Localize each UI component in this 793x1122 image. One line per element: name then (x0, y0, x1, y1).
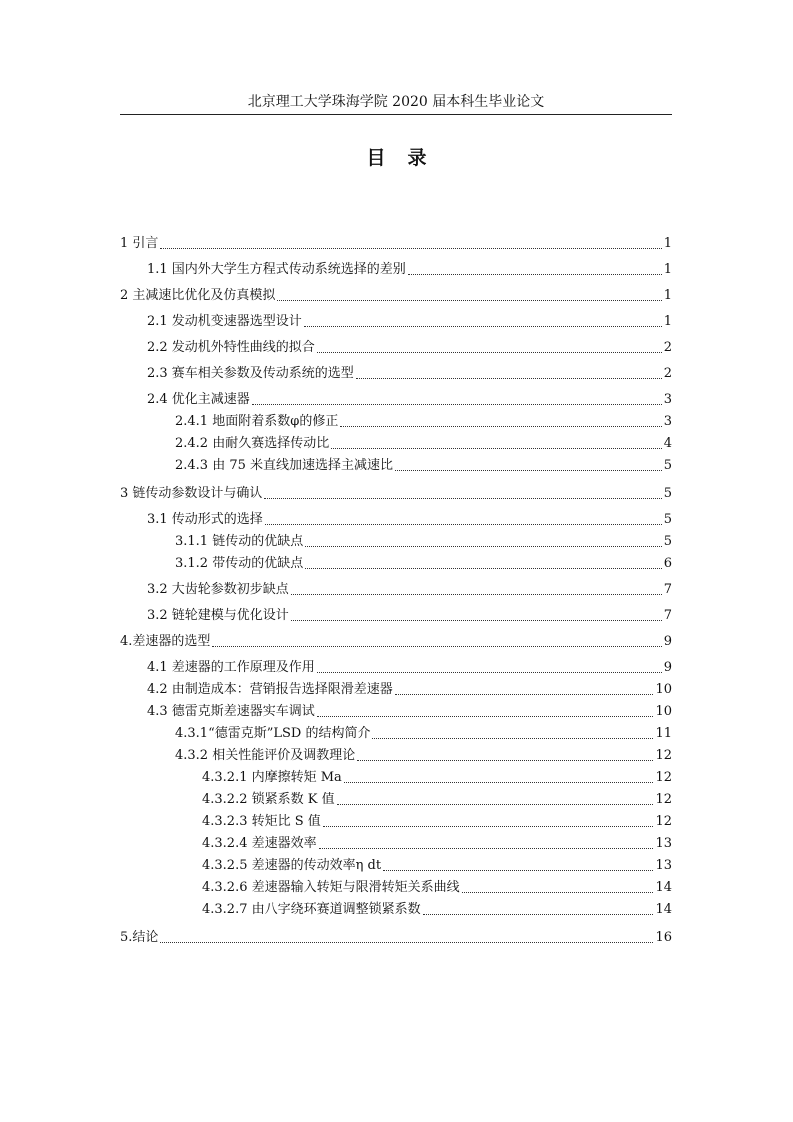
toc-entry[interactable] (120, 810, 672, 830)
toc-leader-dots (319, 848, 654, 849)
toc-entry-page: 4 (663, 436, 672, 451)
toc-entry-label: 4.3.2 相关性能评价及调教理论 (175, 748, 356, 763)
toc-entry-label: 3.1 传动形式的选择 (147, 512, 263, 527)
toc-leader-dots (395, 694, 654, 695)
toc-entry-page: 3 (663, 392, 672, 407)
toc-leader-dots (462, 892, 654, 893)
toc-leader-dots (356, 378, 662, 379)
toc-entry-label: 4.3.1“德雷克斯”LSD 的结构简介 (175, 726, 371, 741)
toc-entry[interactable] (120, 482, 672, 502)
toc-entry-page: 5 (663, 486, 672, 501)
toc-entry[interactable] (120, 410, 672, 430)
toc-entry-label: 4.3.2.5 差速器的传动效率η dt (202, 858, 382, 873)
toc-entry-page: 7 (663, 582, 672, 597)
toc-entry-page: 5 (663, 534, 672, 549)
toc-entry[interactable] (120, 898, 672, 918)
toc-entry-label: 4.3.2.7 由八字绕环赛道调整锁紧系数 (202, 902, 421, 917)
toc-leader-dots (372, 738, 653, 739)
toc-entry-label: 1.1 国内外大学生方程式传动系统选择的差别 (147, 262, 406, 277)
toc-entry-label: 4.3.2.2 锁紧系数 K 值 (202, 792, 335, 807)
toc-entry-page: 10 (655, 704, 672, 719)
toc-entry[interactable] (120, 854, 672, 874)
toc-leader-dots (317, 716, 654, 717)
toc-entry[interactable] (120, 336, 672, 356)
toc-leader-dots (331, 448, 662, 449)
toc-entry-page: 3 (663, 414, 672, 429)
toc-entry-page: 6 (663, 556, 672, 571)
toc-entry-page: 14 (655, 880, 672, 895)
toc-entry-label: 4.3.2.6 差速器输入转矩与限滑转矩关系曲线 (202, 880, 460, 895)
toc-entry[interactable] (120, 578, 672, 598)
toc-entry-label: 4.3.2.3 转矩比 S 值 (202, 814, 321, 829)
running-header: 北京理工大学珠海学院 2020 届本科生毕业论文 (247, 94, 545, 110)
toc-entry-label: 4.2 由制造成本：营销报告选择限滑差速器 (147, 682, 393, 697)
toc-leader-dots (305, 568, 662, 569)
toc-entry-page: 12 (655, 792, 672, 807)
toc-leader-dots (264, 498, 661, 499)
toc-entry-page: 5 (663, 512, 672, 527)
toc-entry-label: 4.3.2.4 差速器效率 (202, 836, 317, 851)
toc-entry-label: 4.3 德雷克斯差速器实车调试 (147, 704, 315, 719)
toc-entry[interactable] (120, 258, 672, 278)
toc-entry-page: 1 (663, 236, 672, 251)
toc-entry[interactable] (120, 700, 672, 720)
toc-entry-label: 2.4.3 由 75 米直线加速选择主减速比 (175, 458, 394, 473)
toc-entry[interactable] (120, 232, 672, 252)
header-rule (120, 114, 672, 115)
toc-entry[interactable] (120, 722, 672, 742)
toc-entry-label: 3.1.1 链传动的优缺点 (175, 534, 304, 549)
toc-entry-page: 14 (655, 902, 672, 917)
toc-entry[interactable] (120, 876, 672, 896)
toc-entry-label: 2.2 发动机外特性曲线的拟合 (147, 340, 315, 355)
toc-entry[interactable] (120, 788, 672, 808)
toc-entry-page: 13 (655, 858, 672, 873)
toc-entry[interactable] (120, 926, 672, 946)
toc-entry-label: 2.4.2 由耐久赛选择传动比 (175, 436, 330, 451)
toc-leader-dots (252, 404, 662, 405)
toc-entry-label: 2.3 赛车相关参数及传动系统的选型 (147, 366, 354, 381)
toc-leader-dots (317, 672, 662, 673)
toc-entry-page: 16 (655, 930, 672, 945)
toc-entry-page: 11 (655, 726, 672, 741)
toc-entry[interactable] (120, 508, 672, 528)
toc-leader-dots (383, 870, 653, 871)
toc-entry-label: 4.3.2.1 内摩擦转矩 Ma (202, 770, 342, 785)
toc-entry-label: 2.4 优化主减速器 (147, 392, 250, 407)
toc-entry[interactable] (120, 552, 672, 572)
toc-entry[interactable] (120, 630, 672, 650)
toc-entry[interactable] (120, 678, 672, 698)
toc-entry-label: 2 主减速比优化及仿真模拟 (120, 288, 276, 303)
toc-entry[interactable] (120, 432, 672, 452)
toc-entry[interactable] (120, 530, 672, 550)
toc-leader-dots (317, 352, 662, 353)
toc-entry-page: 2 (663, 366, 672, 381)
toc-entry-page: 9 (663, 660, 672, 675)
toc-entry-label: 2.1 发动机变速器选型设计 (147, 314, 302, 329)
toc-entry-page: 1 (663, 288, 672, 303)
toc-entry-page: 1 (663, 314, 672, 329)
toc-leader-dots (344, 782, 654, 783)
toc-entry-label: 4.1 差速器的工作原理及作用 (147, 660, 315, 675)
toc-leader-dots (291, 620, 662, 621)
toc-leader-dots (337, 804, 654, 805)
toc-entry-page: 2 (663, 340, 672, 355)
toc-entry[interactable] (120, 362, 672, 382)
toc-entry-label: 3 链传动参数设计与确认 (120, 486, 263, 501)
page-title: 目录 (366, 147, 449, 169)
toc-entry-page: 12 (655, 814, 672, 829)
toc-entry-page: 10 (655, 682, 672, 697)
toc-entry-label: 4.差速器的选型 (120, 634, 211, 649)
toc-leader-dots (357, 760, 653, 761)
toc-leader-dots (304, 326, 662, 327)
toc-leader-dots (160, 942, 653, 943)
toc-leader-dots (408, 274, 662, 275)
toc-entry[interactable] (120, 744, 672, 764)
toc-entry-page: 9 (663, 634, 672, 649)
toc-entry[interactable] (120, 832, 672, 852)
toc-entry[interactable] (120, 310, 672, 330)
toc-entry-label: 2.4.1 地面附着系数φ的修正 (175, 414, 339, 429)
toc-leader-dots (291, 594, 662, 595)
toc-entry-page: 12 (655, 748, 672, 763)
toc-leader-dots (265, 524, 662, 525)
toc-leader-dots (323, 826, 654, 827)
toc-entry-label: 3.2 链轮建模与优化设计 (147, 608, 289, 623)
toc-leader-dots (160, 248, 661, 249)
toc-leader-dots (305, 546, 662, 547)
toc-entry-page: 1 (663, 262, 672, 277)
toc-entry-label: 3.2 大齿轮参数初步缺点 (147, 582, 289, 597)
toc-entry[interactable] (120, 388, 672, 408)
toc-entry-page: 7 (663, 608, 672, 623)
toc-entry-page: 13 (655, 836, 672, 851)
toc-entry-page: 12 (655, 770, 672, 785)
toc-entry[interactable] (120, 454, 672, 474)
toc-leader-dots (277, 300, 661, 301)
toc-entry[interactable] (120, 656, 672, 676)
toc-entry-page: 5 (663, 458, 672, 473)
toc-entry[interactable] (120, 766, 672, 786)
toc-entry-label: 5.结论 (120, 930, 159, 945)
toc-leader-dots (212, 646, 661, 647)
toc-entry[interactable] (120, 284, 672, 304)
toc-leader-dots (340, 426, 661, 427)
toc-leader-dots (395, 470, 662, 471)
toc-entry-label: 1 引言 (120, 236, 159, 251)
toc-entry-label: 3.1.2 带传动的优缺点 (175, 556, 304, 571)
toc-leader-dots (423, 914, 654, 915)
toc-entry[interactable] (120, 604, 672, 624)
